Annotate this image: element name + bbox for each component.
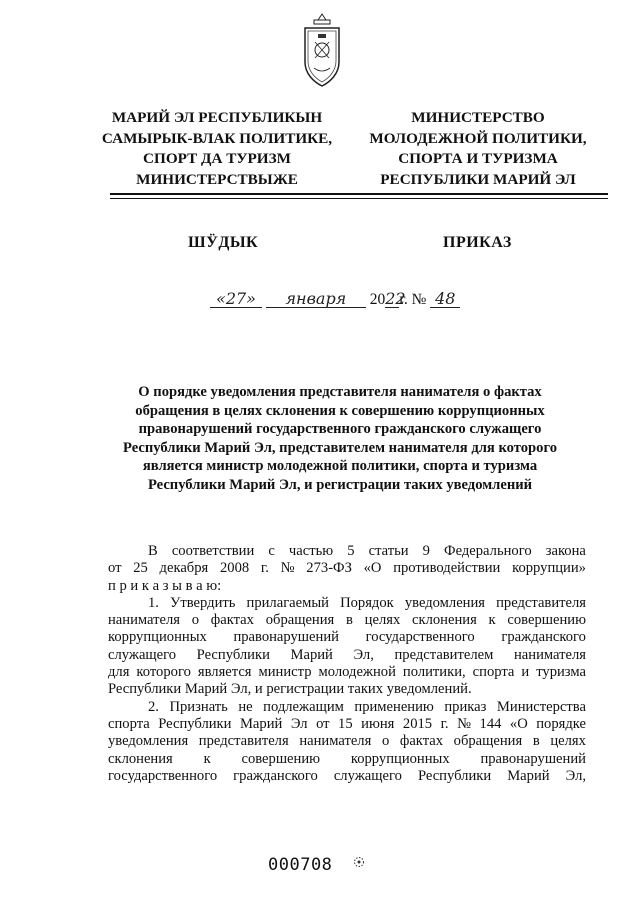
header-right-line: МОЛОДЕЖНОЙ ПОЛИТИКИ, bbox=[369, 129, 587, 147]
header-left-line: МИНИСТЕРСТВЫЖЕ bbox=[136, 170, 298, 188]
ministry-name-russian bbox=[358, 108, 598, 190]
body-line: Республики Марий Эл, и регистрации таких уведомлений. bbox=[108, 681, 472, 698]
doc-type-russian: ПРИКАЗ bbox=[443, 234, 512, 251]
title-line: правонарушений государственного гражданского служащего bbox=[138, 421, 542, 437]
date-quote-open: « bbox=[216, 289, 226, 308]
date-year-suffix: 22 bbox=[385, 289, 406, 308]
title-line: обращения в целях склонения к совершению коррупционных bbox=[135, 402, 545, 419]
body-line: уведомления представителя нанимателя о фактах обращения в целях bbox=[108, 733, 586, 750]
order-number: 48 bbox=[430, 290, 460, 308]
body-line: склонения к совершению коррупционных правонарушений bbox=[108, 750, 586, 767]
header-right-line: РЕСПУБЛИКИ МАРИЙ ЭЛ bbox=[380, 170, 576, 188]
title-line: Республики Марий Эл, представителем нанимателя для которого bbox=[122, 439, 558, 456]
header-right-line: МИНИСТЕРСТВО bbox=[411, 109, 545, 126]
body-line: коррупционных правонарушений государственного гражданского bbox=[108, 629, 586, 646]
body-line: для которого является министр молодежной политики, спорта и туризма bbox=[108, 664, 586, 681]
ministry-name-mari bbox=[92, 108, 342, 190]
header-divider-thick bbox=[110, 193, 608, 195]
order-body-text bbox=[108, 543, 586, 785]
title-line: Республики Марий Эл, и регистрации таких уведомлений bbox=[147, 476, 533, 493]
date-month: января bbox=[266, 290, 366, 308]
body-line: 2. Признать не подлежащим применению приказ Министерства bbox=[148, 698, 586, 715]
date-day-field bbox=[210, 290, 262, 308]
security-mark-icon bbox=[352, 855, 366, 869]
title-line: является министр молодежной политики, спорта и туризма bbox=[142, 458, 538, 474]
body-line: государственного гражданского служащего Республики Марий Эл, bbox=[108, 767, 586, 784]
date-year-prefix: 20 bbox=[369, 291, 386, 308]
body-line: спорта Республики Марий Эл от 15 июня 2015 г. № 144 «О порядке bbox=[108, 715, 586, 732]
header-left-line: САМЫРЫК-ВЛАК ПОЛИТИКЕ, bbox=[101, 129, 333, 147]
header-left-line: СПОРТ ДА ТУРИЗМ bbox=[143, 150, 291, 167]
date-quote-close: » bbox=[246, 289, 256, 308]
form-serial-number: 000708 bbox=[268, 855, 333, 875]
coat-of-arms-emblem bbox=[300, 12, 344, 92]
title-line: О порядке уведомления представителя нанимателя о фактах bbox=[138, 384, 542, 400]
order-title bbox=[100, 383, 580, 494]
body-line: нанимателя о фактах обращения в целях склонения к совершению bbox=[108, 612, 586, 629]
order-date-line bbox=[210, 290, 460, 309]
header-divider-thin bbox=[110, 198, 608, 199]
body-line: служащего Республики Марий Эл, представителем нанимателя bbox=[108, 646, 586, 663]
body-line: 1. Утвердить прилагаемый Порядок уведомления представителя bbox=[148, 594, 586, 611]
date-year-label: г. № bbox=[399, 291, 427, 308]
body-line: п р и к а з ы в а ю: bbox=[108, 577, 222, 594]
doc-type-mari: ШӰДЫК bbox=[188, 234, 259, 251]
header-left-line: МАРИЙ ЭЛ РЕСПУБЛИКЫН bbox=[111, 109, 323, 126]
body-line: от 25 декабря 2008 г. № 273-ФЗ «О противодействии коррупции» bbox=[108, 560, 586, 577]
header-right-line: СПОРТА И ТУРИЗМА bbox=[398, 150, 558, 167]
date-day: 27 bbox=[225, 289, 247, 308]
body-line: В соответствии с частью 5 статьи 9 Федерального закона bbox=[148, 543, 586, 559]
